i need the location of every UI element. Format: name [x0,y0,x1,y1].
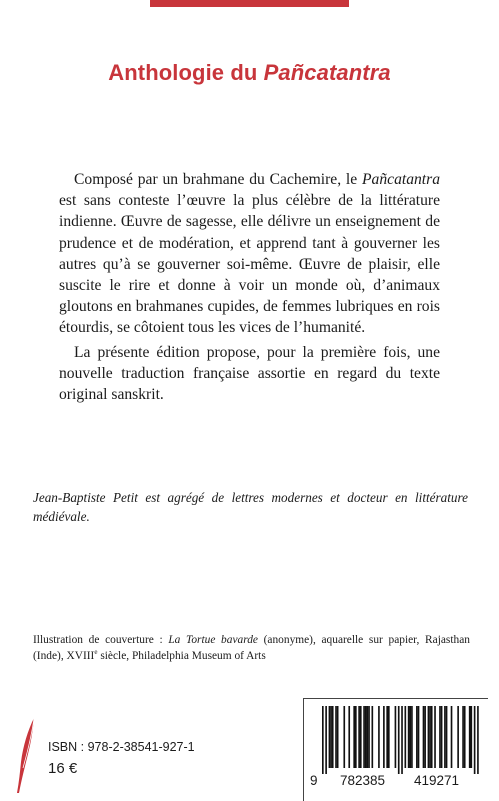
barcode-bar [423,706,425,768]
blurb-p1-rest: est sans conteste l’œuvre la plus célèbre de la littérature indienne. Œuvre de sagesse, elle délivre un enseignement de prudence et de modération, et apprend tant à gouverner les autres qu’à se gouverner soi-même. Œuvre de plaisir, elle suscite le rire et donne à voir un monde où, d’animaux gloutons en brahmanes cupides, de femmes lubriques en rois étourdis, se côtoient tous les vices de l’humanité. [59,192,440,337]
barcode-bar [474,706,476,774]
barcode-bar [439,706,441,768]
barcode-bar [429,706,431,768]
barcode [303,698,488,801]
barcode-bar [464,706,466,768]
cover-illustration-credit [33,632,470,664]
book-title-main: Anthologie du [108,60,258,85]
barcode-bar [444,706,446,768]
barcode-bar [372,706,374,768]
barcode-bar [431,706,433,768]
barcode-bar [446,706,448,768]
credit-details: (anonyme), aquarelle sur papier, Rajasthan (Inde), XVIII [33,634,470,662]
barcode-bar [428,706,430,768]
barcode-bar [395,706,397,768]
barcode-bar [477,706,479,774]
barcode-bar [348,706,350,768]
barcode-bar [471,706,473,768]
barcode-bar [409,706,411,768]
book-title [0,60,499,86]
barcode-bar [337,706,339,768]
credit-superscript: e [94,648,98,657]
barcode-bar [378,706,380,768]
barcode-bar [363,706,365,768]
barcode-bar [383,706,385,768]
barcode-bar [398,706,400,774]
barcode-bar [367,706,369,768]
barcode-bar [358,706,360,768]
barcode-digits [308,773,486,791]
barcode-bar [330,706,332,768]
barcode-digit-first: 9 [310,773,318,788]
credit-prefix: Illustration de couverture : [33,634,163,646]
barcode-bar [388,706,390,768]
barcode-bar [408,706,410,768]
top-accent-bar [150,0,349,7]
price: 16 € [48,760,78,777]
barcode-bar [365,706,367,768]
barcode-bar [418,706,420,768]
blurb-p1-title: Pañcatantra [362,171,440,188]
barcode-bar [386,706,388,768]
isbn-number: ISBN : 978-2-38541-927-1 [48,740,195,754]
barcode-bar [360,706,362,768]
barcode-bar [322,706,324,774]
barcode-bar [401,706,403,774]
author-note: Jean-Baptiste Petit est agrégé de lettres modernes et docteur en littérature médiévale. [33,490,468,524]
barcode-bars [318,706,480,774]
barcode-bar [405,706,407,768]
barcode-bar [457,706,459,768]
credit-details-end: siècle, Philadelphia Museum of Arts [100,650,266,662]
barcode-bar [441,706,443,768]
blurb-p1-start: Composé par un brahmane du Cachemire, le [74,171,358,188]
barcode-bar [325,706,327,774]
barcode-bar [469,706,471,768]
barcode-group-left: 782385 [340,773,386,788]
barcode-bar [335,706,337,768]
barcode-bar [329,706,331,768]
barcode-group-right: 419271 [414,773,460,788]
barcode-bar [411,706,413,768]
barcode-bar [332,706,334,768]
barcode-bar [353,706,355,768]
credit-artwork-title: La Tortue bavarde [168,634,258,646]
barcode-bar [355,706,357,768]
barcode-bar [451,706,453,768]
blurb-paragraph-1 [59,169,440,339]
barcode-bar [343,706,345,768]
book-title-italic: Pañcatantra [263,60,391,85]
barcode-bar [462,706,464,768]
back-cover-blurb [59,169,440,405]
barcode-bar [368,706,370,768]
blurb-paragraph-2: La présente édition propose, pour la première fois, une nouvelle traduction française assortie en regard du texte original sanskrit. [59,343,440,404]
quill-feather-icon [15,716,37,794]
barcode-bar [424,706,426,768]
barcode-bar [434,706,436,768]
barcode-bar [416,706,418,768]
